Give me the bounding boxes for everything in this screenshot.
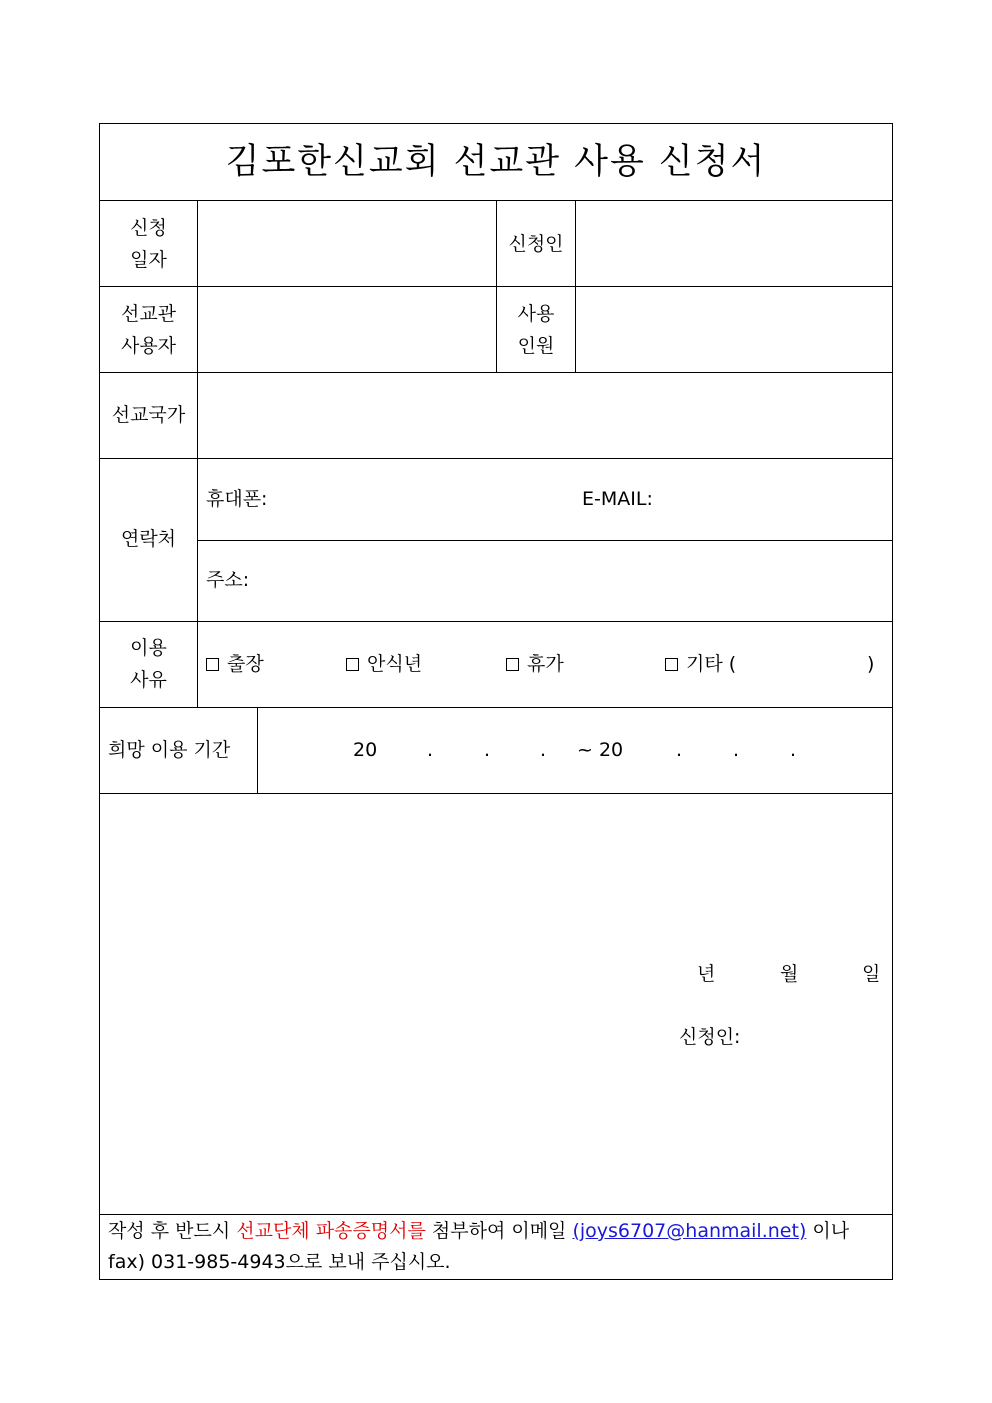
reason-label: 사유 (130, 669, 167, 691)
row-divider (198, 540, 892, 541)
application-form (99, 123, 893, 1280)
row-divider (100, 707, 892, 708)
signature-year: 년 (697, 963, 716, 985)
reason-option-label: 출장 (227, 653, 264, 675)
reason-label: 이용 (130, 637, 167, 659)
phone-label: 휴대폰: (206, 488, 268, 510)
reason-option-business-trip[interactable] (206, 648, 264, 680)
country-label: 선교국가 (111, 404, 186, 426)
apply-date-label: 일자 (130, 249, 167, 271)
period-label: 희망 이용 기간 (108, 739, 231, 761)
reason-option-sabbatical[interactable] (346, 648, 422, 680)
row-divider (100, 458, 892, 459)
period-dot: . (733, 739, 740, 761)
people-label: 사용 (517, 303, 555, 325)
row-divider (100, 793, 892, 794)
note-line-2: fax) 031-985-4943으로 보내 주십시오. (108, 1251, 451, 1273)
period-end-year: ~ 20 (577, 739, 624, 761)
contact-label: 연락처 (120, 528, 177, 550)
reason-option-label: 안식년 (367, 653, 423, 675)
checkbox-icon[interactable] (346, 658, 359, 671)
user-label: 사용자 (120, 335, 177, 357)
reason-option-label: 기타 ( (686, 653, 737, 675)
checkbox-icon[interactable] (506, 658, 519, 671)
period-dot: . (790, 739, 797, 761)
checkbox-icon[interactable] (665, 658, 678, 671)
email-link[interactable]: ) (798, 1220, 807, 1242)
email-link[interactable]: joys6707@hanmail.net (579, 1220, 799, 1242)
column-divider (257, 707, 258, 793)
country-field[interactable] (198, 373, 892, 458)
address-label: 주소: (206, 569, 250, 591)
apply-date-label: 신청 (130, 217, 167, 239)
reason-option-other[interactable] (665, 648, 736, 680)
applicant-label: 신청인 (508, 233, 564, 255)
checkbox-icon[interactable] (206, 658, 219, 671)
signature-month: 월 (780, 963, 799, 985)
period-dot: . (676, 739, 683, 761)
period-dot: . (540, 739, 547, 761)
row-divider (100, 1214, 892, 1215)
signature-day: 일 (862, 963, 881, 985)
note-text: 첨부하여 이메일 (425, 1220, 573, 1242)
email-link[interactable]: ( (572, 1220, 580, 1242)
period-dot: . (427, 739, 434, 761)
row-divider (100, 621, 892, 622)
reason-option-vacation[interactable] (506, 648, 564, 680)
note-text: 작성 후 반드시 (108, 1220, 237, 1242)
reason-other-close: ) (867, 653, 875, 675)
note-text: 이나 (806, 1220, 850, 1242)
applicant-field[interactable] (576, 201, 892, 286)
period-dot: . (484, 739, 491, 761)
note-highlight: 선교단체 파송증명서를 (236, 1220, 426, 1242)
people-field[interactable] (576, 287, 892, 372)
user-label: 선교관 (120, 303, 177, 325)
people-label: 인원 (517, 335, 555, 357)
submission-note (108, 1216, 849, 1278)
note-line-1 (108, 1216, 849, 1247)
email-label: E-MAIL: (582, 488, 653, 510)
apply-date-field[interactable] (198, 201, 495, 286)
signature-applicant: 신청인: (679, 1026, 741, 1048)
form-title: 김포한신교회 선교관 사용 신청서 (225, 142, 767, 182)
period-start-year: 20 (353, 739, 378, 761)
reason-option-label: 휴가 (527, 653, 564, 675)
user-field[interactable] (198, 287, 495, 372)
